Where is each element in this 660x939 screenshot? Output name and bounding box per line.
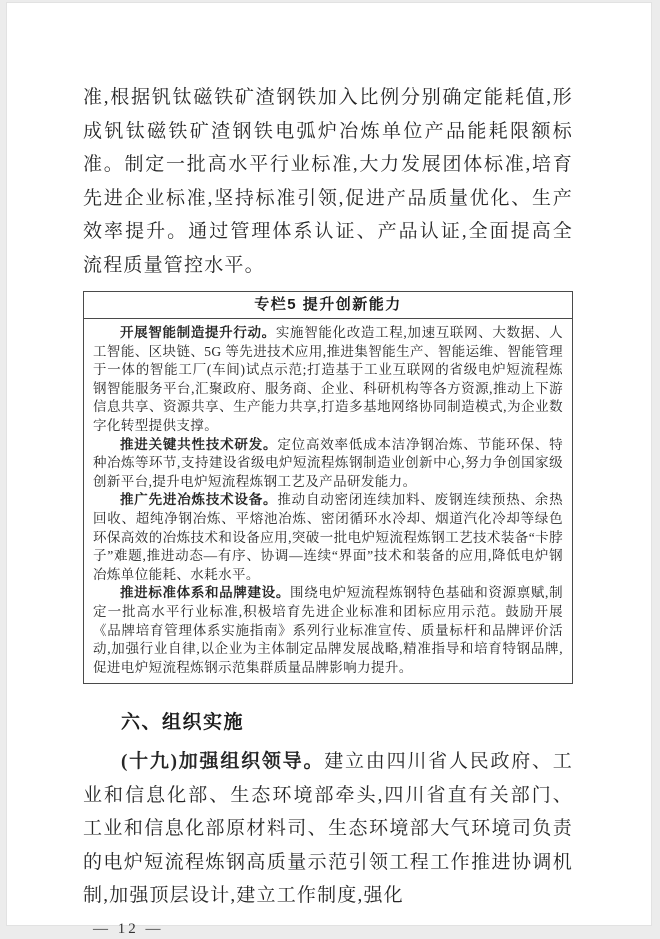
box-paragraph-3-body: 推动自动密闭连续加料、废钢连续预热、余热回收、超纯净钢冶炼、平熔池冶炼、密闭循环水冷却、烟道汽化冷却等绿色环保高效的冶炼技术和设备应用,突破一批电炉短流程炼钢工艺技术装备“卡脖子”难题,推进动态—有序、协调—连续“界面”技术和装备的应用,降低电炉钢冶炼单位能耗、水耗水平。: [93, 492, 564, 582]
box-paragraph-2-body: 定位高效率低成本洁净钢冶炼、节能环保、特种冶炼等环节,支持建设省级电炉短流程炼钢制造业创新中心,努力争创国家级创新平台,提升电炉短流程炼钢工艺及产品研发能力。: [93, 436, 564, 489]
box-paragraph-1: [93, 324, 563, 436]
box-paragraph-4: [93, 584, 563, 677]
box-paragraph-4-body: 围绕电炉短流程炼钢特色基础和资源禀赋,制定一批高水平行业标准,积极培育先进企业标准和团标应用示范。鼓励开展《品牌培育管理体系实施指南》系列行业标准宣传、质量标杆和品牌评价活动,加强行业自律,以企业为主体制定品牌发展战略,精准指导和培育特钢品牌,促进电炉短流程炼钢示范集群质量品牌影响力提升。: [93, 585, 564, 675]
callout-box: [83, 291, 573, 684]
closing-paragraph-body: 建立由四川省人民政府、工业和信息化部、生态环境部牵头,四川省直有关部门、工业和信息化部原材料司、生态环境部大气环境司负责的电炉短流程炼钢高质量示范引领工程工作推进协调机制,加强顶层设计,建立工作制度,强化: [83, 751, 574, 907]
box-paragraph-3: [93, 491, 563, 584]
closing-paragraph-lead: (十九)加强组织领导。: [121, 751, 325, 773]
callout-box-body: [84, 319, 572, 683]
page-number: — 12 —: [93, 920, 164, 937]
box-paragraph-2-lead: 推进关键共性技术研发。: [120, 436, 278, 452]
page-content: [7, 3, 651, 939]
box-paragraph-2: [93, 436, 563, 492]
section-heading: 六、组织实施: [121, 712, 245, 734]
box-paragraph-1-lead: 开展智能制造提升行动。: [120, 325, 276, 340]
document-page: [6, 2, 652, 937]
closing-paragraph: [83, 745, 573, 913]
callout-box-title: 专栏5 提升创新能力: [84, 292, 572, 319]
intro-paragraph: 准,根据钒钛磁铁矿渣钢铁加入比例分别确定能耗值,形成钒钛磁铁矿渣钢铁电弧炉冶炼单位产品能耗限额标准。制定一批高水平行业标准,大力发展团体标准,培育先进企业标准,坚持标准引领,促进产品质量优化、生产效率提升。通过管理体系认证、产品认证,全面提高全流程质量管控水平。: [83, 87, 573, 276]
box-paragraph-1-body: 实施智能化改造工程,加速互联网、大数据、人工智能、区块链、5G 等先进技术应用,推进集智能生产、智能运维、智能管理于一体的智能工厂(车间)试点示范;打造基于工业互联网的省级电炉短流程炼钢智能服务平台,汇聚政府、服务商、企业、科研机构等各方资源,推动上下游信息共享、资源共享、生产能力共享,打造多基地网络协同制造模式,为企业数字化转型提供支撑。: [93, 325, 563, 433]
box-paragraph-3-lead: 推广先进冶炼技术设备。: [120, 492, 278, 508]
box-paragraph-4-lead: 推进标准体系和品牌建设。: [120, 585, 291, 601]
